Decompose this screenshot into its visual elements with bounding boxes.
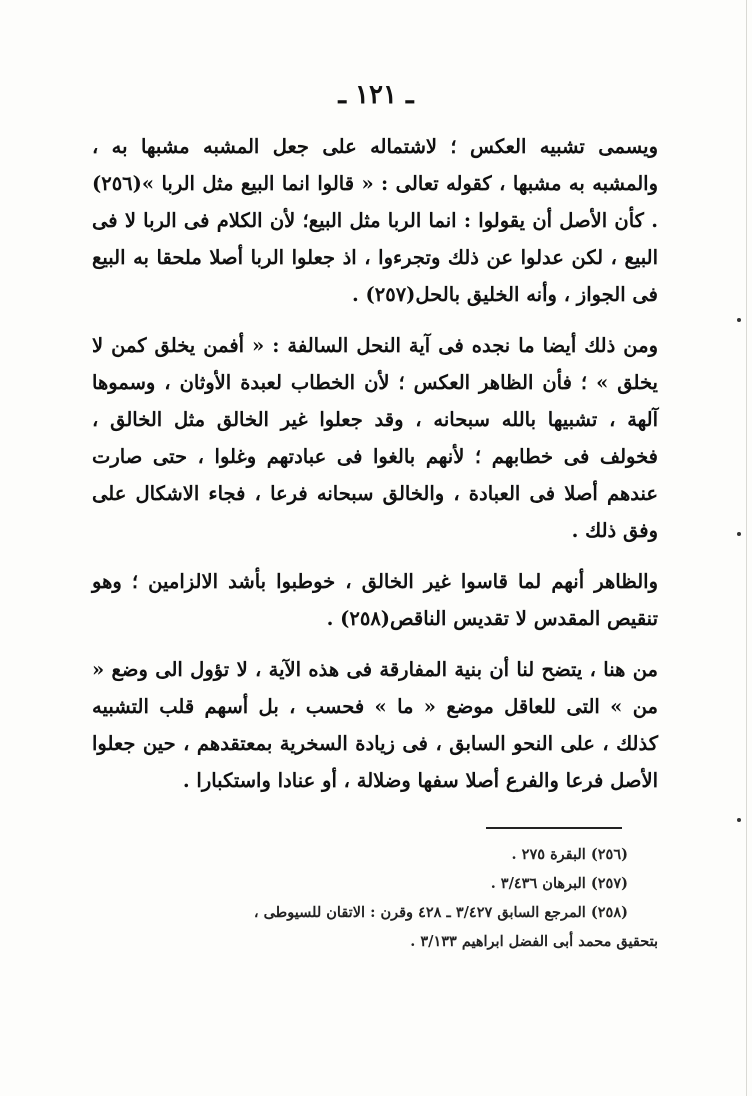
page-edge-shadow [746,0,747,1096]
page-number: ـ ١٢١ ـ [338,80,414,110]
scan-speck [737,532,741,536]
footnote-256: (٢٥٦) البقرة ٢٧٥ . [511,846,628,863]
footnotes [90,840,658,956]
paragraph-4: من هنا ، يتضح لنا أن بنية المفارقة فى هذه الآية ، لا تؤول الى وضع « من » التى للعاقل موضع « ما » فحسب ، بل أسهم قلب التشبيه كذلك ، على النحو السابق ، فى زيادة السخرية بمعتقدهم ، حين جعلوا الأصل فرعا والفرع أصلا سفها وضلالة ، أو عنادا واستكبارا . [92,658,658,792]
footnote-258: (٢٥٨) المرجع السابق ٣/٤٢٧ ـ ٤٢٨ وقرن : الاتقان للسيوطى ، [253,904,628,921]
paragraph-3: والظاهر أنهم لما قاسوا غير الخالق ، خوطبوا بأشد الالزامين ؛ وهو تنقيص المقدس لا تقديس الناقص(٢٥٨) . [92,570,658,630]
footnote-258-continued: بتحقيق محمد أبى الفضل ابراهيم ٣/١٣٣ . [410,933,658,950]
paragraph-2: ومن ذلك أيضا ما نجده فى آية النحل السالفة : « أفمن يخلق كمن لا يخلق » ؛ فأن الظاهر العكس ؛ لأن الخطاب لعبدة الأوثان ، وسموها آلهة ، تشبيها بالله سبحانه ، وقد جعلوا غير الخالق مثل الخالق ، فخولف فى خطابهم ؛ لأنهم بالغوا فى عبادتهم وغلوا ، حتى صارت عندهم أصلا فى العبادة ، والخالق سبحانه فرعا ، فجاء الاشكال على وفق ذلك . [92,334,658,542]
footnote-257: (٢٥٧) البرهان ٣/٤٣٦ . [490,875,628,892]
main-text [92,128,658,799]
paragraph-1: ويسمى تشبيه العكس ؛ لاشتماله على جعل المشبه مشبها به ، والمشبه به مشبها ، كقوله تعالى : « قالوا انما البيع مثل الربا »(٢٥٦) . كأن الأصل أن يقولوا : انما الربا مثل البيع؛ لأن الكلام فى الربا لا فى البيع ، لكن عدلوا عن ذلك وتجرءوا ، اذ جعلوا الربا أصلا ملحقا به البيع فى الجواز ، وأنه الخليق بالحل(٢٥٧) . [92,135,658,306]
scan-speck [737,318,741,322]
scan-speck [737,818,741,822]
footnote-separator [486,827,622,829]
